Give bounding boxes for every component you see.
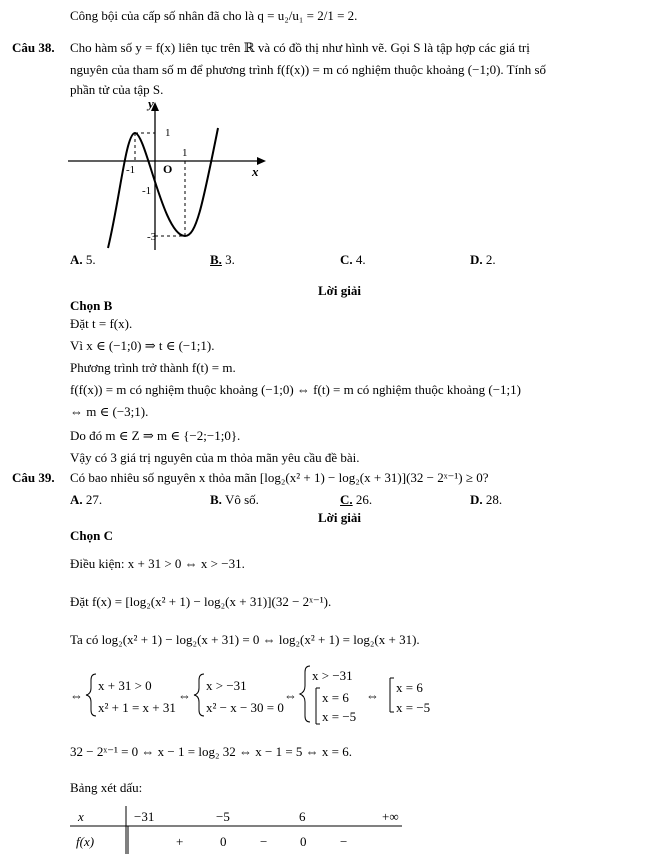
- sign-table-sign-5: −: [340, 834, 348, 849]
- system-2-line-b: x² − x − 30 = 0: [206, 700, 284, 715]
- equation-system: [70, 664, 430, 728]
- sign-table-sign-2: 0: [220, 834, 227, 849]
- q39-define: Đặt f(x) = [log₂(x² + 1) − log₂(x + 31)](32 − 2ˣ⁻¹).: [70, 594, 332, 609]
- sign-table-sign-4: 0: [300, 834, 307, 849]
- q38-step-7: Vậy có 3 giá trị nguyên của m thỏa mãn yêu cầu đề bài.: [70, 450, 360, 465]
- system-1-line-a: x + 31 > 0: [98, 678, 152, 693]
- q39-option-d-letter: D.: [470, 492, 483, 507]
- intro-line: Công bội của cấp số nhân đã cho là q = u₂/u₁ = 2/1 = 2.: [70, 8, 358, 23]
- q38-step-4: f(f(x)) = m có nghiệm thuộc khoảng (−1;0) ⇔ f(t) = m có nghiệm thuộc khoảng (−1;1): [70, 382, 521, 397]
- q38-option-c-letter: C.: [340, 252, 353, 267]
- sign-table-fx-label: f(x): [76, 834, 95, 849]
- q38-option-c[interactable]: [340, 252, 366, 268]
- tick-label-y-neg1: -1: [142, 185, 152, 197]
- q39-option-a-letter: A.: [70, 492, 83, 507]
- sign-table-title: Bảng xét dấu:: [70, 780, 143, 795]
- system-brace-2: [194, 674, 204, 716]
- y-axis-label: y: [148, 98, 154, 111]
- q38-option-d-letter: D.: [470, 252, 483, 267]
- q38-step-3: Phương trình trở thành f(t) = m.: [70, 360, 236, 375]
- q39-choice: Chọn C: [70, 528, 113, 543]
- sign-table-x-label: x: [78, 809, 84, 824]
- q39-option-a-value: 27.: [85, 492, 103, 507]
- q38-option-b-letter: B.: [210, 252, 222, 267]
- q39-log-equation: Ta có log₂(x² + 1) − log₂(x + 31) = 0 ⇔ log₂(x² + 1) = log₂(x + 31).: [70, 632, 420, 647]
- q38-option-c-value: 4.: [355, 252, 366, 267]
- question-39-statement: Có bao nhiêu số nguyên x thỏa mãn [log₂(x² + 1) − log₂(x + 31)](32 − 2ˣ⁻¹) ≥ 0?: [70, 470, 489, 485]
- system-3-line-a: x > −31: [312, 668, 353, 683]
- function-graph: [68, 98, 273, 253]
- sign-table: [70, 806, 410, 854]
- sign-table-x-value-2: −5: [216, 809, 230, 824]
- system-arrow-3: ⇔: [284, 688, 297, 703]
- curve: [108, 128, 218, 248]
- q38-step-1: Đặt t = f(x).: [70, 316, 133, 331]
- system-bracket-3-ends: [316, 688, 320, 724]
- question-38-line-2: nguyên của tham số m để phương trình f(f(x)) = m có nghiệm thuộc khoảng (−1;0). Tính số: [70, 62, 547, 77]
- q38-step-2: Vì x ∈ (−1;0) ⇒ t ∈ (−1;1).: [70, 338, 215, 353]
- system-1-line-b: x² + 1 = x + 31: [98, 700, 176, 715]
- system-brace-3: [300, 666, 310, 722]
- system-2-line-a: x > −31: [206, 678, 247, 693]
- system-arrow-1: ⇔: [70, 688, 83, 703]
- tick-label-x-pos1: 1: [182, 147, 188, 159]
- system-arrow-2: ⇔: [178, 688, 191, 703]
- q39-option-c[interactable]: [340, 492, 372, 508]
- system-arrow-4: ⇔: [366, 688, 379, 703]
- q38-option-d[interactable]: [470, 252, 496, 268]
- q39-option-d[interactable]: [470, 492, 502, 508]
- system-4-line-a: x = 6: [396, 680, 423, 695]
- sign-table-x-value-1: −31: [134, 809, 155, 824]
- q39-solution-title: Lời giải: [318, 510, 361, 525]
- q39-option-b-value: Vô số.: [224, 492, 259, 507]
- q39-option-a[interactable]: [70, 492, 102, 508]
- question-38-number: Câu 38.: [12, 40, 55, 55]
- q38-option-b[interactable]: [210, 252, 235, 268]
- q39-option-b[interactable]: [210, 492, 259, 508]
- origin-label: O: [163, 162, 173, 176]
- question-38-line-1: Cho hàm số y = f(x) liên tục trên ℝ và có đồ thị như hình vẽ. Gọi S là tập hợp các giá trị: [70, 40, 530, 55]
- q39-exp-equation: 32 − 2ˣ⁻¹ = 0 ⇔ x − 1 = log₂ 32 ⇔ x − 1 = 5 ⇔ x = 6.: [70, 744, 352, 759]
- q38-option-a-letter: A.: [70, 252, 83, 267]
- q39-option-c-letter: C.: [340, 492, 353, 507]
- system-4-line-b: x = −5: [396, 700, 430, 715]
- tick-label-x-neg1: -1: [126, 164, 136, 176]
- q38-option-b-value: 3.: [225, 252, 235, 267]
- system-3-line-b: x = 6: [322, 690, 349, 705]
- q38-solution-title: Lời giải: [318, 283, 361, 298]
- q38-step-5: ⇔ m ∈ (−3;1).: [70, 404, 149, 419]
- tick-label-y-pos1: 1: [165, 127, 171, 139]
- q39-condition: Điều kiện: x + 31 > 0 ⇔ x > −31.: [70, 556, 245, 571]
- system-brace-1: [86, 674, 96, 716]
- sign-table-sign-1: +: [176, 834, 184, 849]
- question-39-number: Câu 39.: [12, 470, 55, 485]
- q38-choice: Chọn B: [70, 298, 113, 313]
- sign-table-x-value-3: 6: [299, 809, 306, 824]
- q39-option-c-value: 26.: [355, 492, 373, 507]
- q39-option-b-letter: B.: [210, 492, 222, 507]
- system-bracket-4: [390, 678, 394, 712]
- sign-table-sign-3: −: [260, 834, 268, 849]
- system-3-line-c: x = −5: [322, 709, 357, 724]
- q38-option-a[interactable]: [70, 252, 96, 268]
- question-38-line-3: phần tử của tập S.: [70, 82, 164, 97]
- q39-option-d-value: 28.: [485, 492, 503, 507]
- sign-table-x-value-4: +∞: [382, 809, 399, 824]
- q38-option-a-value: 5.: [85, 252, 96, 267]
- q38-step-6: Do đó m ∈ Z ⇒ m ∈ {−2;−1;0}.: [70, 428, 241, 443]
- tick-label-y-neg3: -3: [147, 231, 157, 243]
- x-axis-label: x: [252, 164, 259, 179]
- q38-option-d-value: 2.: [485, 252, 496, 267]
